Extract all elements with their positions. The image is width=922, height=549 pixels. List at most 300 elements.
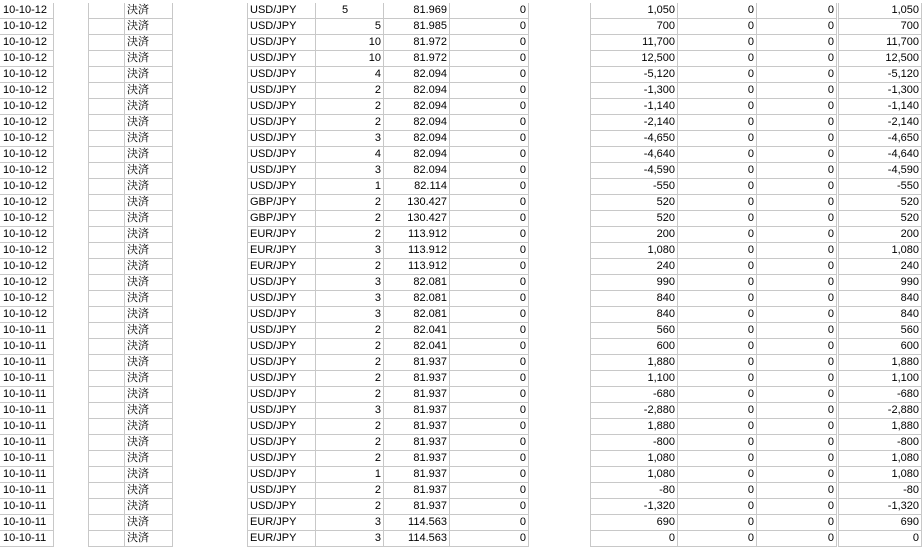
price-cell[interactable]: 113.912 [384,259,449,275]
date-cell[interactable]: 10-10-11 [0,387,54,403]
date-cell[interactable]: 10-10-12 [0,291,54,307]
net-cell[interactable]: 600 [838,339,922,355]
profit-loss-cell[interactable]: 1,880 [590,355,678,371]
type-cell[interactable]: 決済 [124,467,173,483]
date-cell[interactable]: 10-10-12 [0,83,54,99]
fee-cell-1[interactable]: 0 [677,531,757,547]
date-cell[interactable]: 10-10-12 [0,51,54,67]
profit-loss-cell[interactable]: -2,140 [590,115,678,131]
swap-cell[interactable]: 0 [449,355,529,371]
fee-cell-1[interactable]: 0 [677,291,757,307]
pair-cell[interactable]: USD/JPY [247,371,316,387]
profit-loss-cell[interactable]: -1,300 [590,83,678,99]
lot-cell[interactable]: 2 [314,227,384,243]
date-cell[interactable]: 10-10-12 [0,67,54,83]
price-cell[interactable]: 81.937 [384,451,449,467]
price-cell[interactable]: 81.937 [384,403,449,419]
pair-cell[interactable]: EUR/JPY [247,259,316,275]
swap-cell[interactable]: 0 [449,451,529,467]
price-cell[interactable]: 82.094 [384,163,449,179]
date-cell[interactable]: 10-10-11 [0,499,54,515]
price-cell[interactable]: 82.041 [384,339,449,355]
pair-cell[interactable]: USD/JPY [247,307,316,323]
pair-cell[interactable]: USD/JPY [247,435,316,451]
swap-cell[interactable]: 0 [449,403,529,419]
net-cell[interactable]: 0 [838,531,922,547]
net-cell[interactable]: -550 [838,179,922,195]
profit-loss-cell[interactable]: 0 [590,531,678,547]
net-cell[interactable]: 840 [838,307,922,323]
swap-cell[interactable]: 0 [449,67,529,83]
swap-cell[interactable]: 0 [449,467,529,483]
lot-cell[interactable]: 2 [314,355,384,371]
type-cell[interactable]: 決済 [124,291,173,307]
net-cell[interactable]: -2,140 [838,115,922,131]
date-cell[interactable]: 10-10-11 [0,435,54,451]
price-cell[interactable]: 81.937 [384,371,449,387]
type-cell[interactable]: 決済 [124,243,173,259]
fee-cell-2[interactable]: 0 [757,467,837,483]
net-cell[interactable]: -4,650 [838,131,922,147]
fee-cell-1[interactable]: 0 [677,19,757,35]
fee-cell-1[interactable]: 0 [677,99,757,115]
type-cell[interactable]: 決済 [124,435,173,451]
profit-loss-cell[interactable]: -5,120 [590,67,678,83]
fee-cell-2[interactable]: 0 [757,291,837,307]
fee-cell-1[interactable]: 0 [677,403,757,419]
fee-cell-2[interactable]: 0 [757,515,837,531]
lot-cell[interactable]: 3 [314,291,384,307]
fee-cell-2[interactable]: 0 [757,115,837,131]
type-cell[interactable]: 決済 [124,67,173,83]
price-cell[interactable]: 82.081 [384,307,449,323]
pair-cell[interactable]: GBP/JPY [247,195,316,211]
net-cell[interactable]: -5,120 [838,67,922,83]
fee-cell-2[interactable]: 0 [757,483,837,499]
type-cell[interactable]: 決済 [124,275,173,291]
pair-cell[interactable]: USD/JPY [247,275,316,291]
fee-cell-1[interactable]: 0 [677,3,757,19]
fee-cell-2[interactable]: 0 [757,35,837,51]
lot-cell[interactable]: 2 [314,195,384,211]
profit-loss-cell[interactable]: -4,590 [590,163,678,179]
date-cell[interactable]: 10-10-11 [0,483,54,499]
type-cell[interactable]: 決済 [124,211,173,227]
fee-cell-1[interactable]: 0 [677,195,757,211]
pair-cell[interactable]: USD/JPY [247,403,316,419]
profit-loss-cell[interactable]: 700 [590,19,678,35]
fee-cell-1[interactable]: 0 [677,499,757,515]
profit-loss-cell[interactable]: 600 [590,339,678,355]
fee-cell-1[interactable]: 0 [677,419,757,435]
fee-cell-2[interactable]: 0 [757,211,837,227]
price-cell[interactable]: 81.972 [384,51,449,67]
price-cell[interactable]: 114.563 [384,531,449,547]
price-cell[interactable]: 81.937 [384,435,449,451]
swap-cell[interactable]: 0 [449,387,529,403]
date-cell[interactable]: 10-10-11 [0,371,54,387]
date-cell[interactable]: 10-10-12 [0,99,54,115]
lot-cell[interactable]: 3 [314,307,384,323]
fee-cell-1[interactable]: 0 [677,275,757,291]
empty-cell[interactable] [88,339,125,355]
date-cell[interactable]: 10-10-12 [0,307,54,323]
swap-cell[interactable]: 0 [449,179,529,195]
price-cell[interactable]: 82.081 [384,291,449,307]
fee-cell-2[interactable]: 0 [757,499,837,515]
net-cell[interactable]: 1,080 [838,243,922,259]
fee-cell-1[interactable]: 0 [677,339,757,355]
empty-cell[interactable] [88,179,125,195]
price-cell[interactable]: 113.912 [384,243,449,259]
price-cell[interactable]: 113.912 [384,227,449,243]
date-cell[interactable]: 10-10-12 [0,195,54,211]
profit-loss-cell[interactable]: -550 [590,179,678,195]
net-cell[interactable]: 1,100 [838,371,922,387]
fee-cell-1[interactable]: 0 [677,83,757,99]
fee-cell-2[interactable]: 0 [757,323,837,339]
empty-cell[interactable] [88,131,125,147]
empty-cell[interactable] [88,51,125,67]
date-cell[interactable]: 10-10-12 [0,227,54,243]
date-cell[interactable]: 10-10-12 [0,19,54,35]
type-cell[interactable]: 決済 [124,531,173,547]
date-cell[interactable]: 10-10-12 [0,115,54,131]
net-cell[interactable]: -800 [838,435,922,451]
empty-cell[interactable] [88,211,125,227]
date-cell[interactable]: 10-10-11 [0,419,54,435]
lot-cell[interactable]: 1 [314,179,384,195]
swap-cell[interactable]: 0 [449,243,529,259]
swap-cell[interactable]: 0 [449,195,529,211]
fee-cell-1[interactable]: 0 [677,131,757,147]
swap-cell[interactable]: 0 [449,19,529,35]
profit-loss-cell[interactable]: -4,640 [590,147,678,163]
type-cell[interactable]: 決済 [124,307,173,323]
swap-cell[interactable]: 0 [449,227,529,243]
fee-cell-1[interactable]: 0 [677,307,757,323]
type-cell[interactable]: 決済 [124,147,173,163]
net-cell[interactable]: -680 [838,387,922,403]
empty-cell[interactable] [88,371,125,387]
empty-cell[interactable] [88,19,125,35]
fee-cell-2[interactable]: 0 [757,195,837,211]
pair-cell[interactable]: EUR/JPY [247,531,316,547]
swap-cell[interactable]: 0 [449,35,529,51]
date-cell[interactable]: 10-10-11 [0,355,54,371]
fee-cell-2[interactable]: 0 [757,99,837,115]
net-cell[interactable]: 690 [838,515,922,531]
date-cell[interactable]: 10-10-12 [0,35,54,51]
type-cell[interactable]: 決済 [124,83,173,99]
pair-cell[interactable]: USD/JPY [247,291,316,307]
fee-cell-2[interactable]: 0 [757,227,837,243]
pair-cell[interactable]: USD/JPY [247,51,316,67]
fee-cell-1[interactable]: 0 [677,35,757,51]
net-cell[interactable]: 240 [838,259,922,275]
empty-cell[interactable] [88,243,125,259]
profit-loss-cell[interactable]: 990 [590,275,678,291]
lot-cell[interactable]: 3 [314,403,384,419]
empty-cell[interactable] [88,355,125,371]
price-cell[interactable]: 130.427 [384,211,449,227]
fee-cell-2[interactable]: 0 [757,67,837,83]
pair-cell[interactable]: USD/JPY [247,355,316,371]
fee-cell-1[interactable]: 0 [677,51,757,67]
price-cell[interactable]: 81.937 [384,483,449,499]
date-cell[interactable]: 10-10-12 [0,163,54,179]
empty-cell[interactable] [88,163,125,179]
price-cell[interactable]: 82.094 [384,147,449,163]
pair-cell[interactable]: USD/JPY [247,147,316,163]
pair-cell[interactable]: USD/JPY [247,3,316,19]
pair-cell[interactable]: USD/JPY [247,19,316,35]
type-cell[interactable]: 決済 [124,419,173,435]
type-cell[interactable]: 決済 [124,451,173,467]
net-cell[interactable]: -4,590 [838,163,922,179]
lot-cell[interactable]: 3 [314,131,384,147]
profit-loss-cell[interactable]: 520 [590,195,678,211]
lot-cell[interactable]: 3 [314,275,384,291]
fee-cell-1[interactable]: 0 [677,179,757,195]
lot-cell[interactable]: 2 [314,339,384,355]
fee-cell-2[interactable]: 0 [757,435,837,451]
lot-cell[interactable]: 4 [314,67,384,83]
profit-loss-cell[interactable]: -4,650 [590,131,678,147]
swap-cell[interactable]: 0 [449,371,529,387]
date-cell[interactable]: 10-10-12 [0,243,54,259]
lot-cell[interactable]: 3 [314,515,384,531]
fee-cell-1[interactable]: 0 [677,515,757,531]
price-cell[interactable]: 81.969 [384,3,449,19]
date-cell[interactable]: 10-10-12 [0,131,54,147]
type-cell[interactable]: 決済 [124,163,173,179]
swap-cell[interactable]: 0 [449,147,529,163]
date-cell[interactable]: 10-10-12 [0,3,54,19]
lot-cell[interactable]: 2 [314,323,384,339]
fee-cell-1[interactable]: 0 [677,371,757,387]
fee-cell-2[interactable]: 0 [757,307,837,323]
net-cell[interactable]: 560 [838,323,922,339]
pair-cell[interactable]: USD/JPY [247,467,316,483]
fee-cell-2[interactable]: 0 [757,275,837,291]
fee-cell-1[interactable]: 0 [677,323,757,339]
fee-cell-1[interactable]: 0 [677,355,757,371]
lot-cell[interactable]: 2 [314,259,384,275]
fee-cell-1[interactable]: 0 [677,435,757,451]
price-cell[interactable]: 81.937 [384,419,449,435]
price-cell[interactable]: 82.081 [384,275,449,291]
net-cell[interactable]: 1,050 [838,3,922,19]
fee-cell-2[interactable]: 0 [757,131,837,147]
price-cell[interactable]: 82.094 [384,131,449,147]
lot-cell[interactable]: 2 [314,499,384,515]
empty-cell[interactable] [88,403,125,419]
type-cell[interactable]: 決済 [124,51,173,67]
profit-loss-cell[interactable]: 240 [590,259,678,275]
swap-cell[interactable]: 0 [449,323,529,339]
fee-cell-2[interactable]: 0 [757,83,837,99]
swap-cell[interactable]: 0 [449,115,529,131]
pair-cell[interactable]: EUR/JPY [247,515,316,531]
price-cell[interactable]: 81.937 [384,499,449,515]
profit-loss-cell[interactable]: -1,140 [590,99,678,115]
fee-cell-2[interactable]: 0 [757,3,837,19]
net-cell[interactable]: 520 [838,195,922,211]
swap-cell[interactable]: 0 [449,291,529,307]
lot-cell[interactable]: 2 [314,211,384,227]
date-cell[interactable]: 10-10-12 [0,211,54,227]
fee-cell-1[interactable]: 0 [677,163,757,179]
pair-cell[interactable]: USD/JPY [247,115,316,131]
price-cell[interactable]: 81.937 [384,467,449,483]
net-cell[interactable]: -4,640 [838,147,922,163]
empty-cell[interactable] [88,531,125,547]
profit-loss-cell[interactable]: 1,880 [590,419,678,435]
swap-cell[interactable]: 0 [449,419,529,435]
net-cell[interactable]: 840 [838,291,922,307]
swap-cell[interactable]: 0 [449,435,529,451]
swap-cell[interactable]: 0 [449,83,529,99]
lot-cell[interactable]: 3 [314,243,384,259]
fee-cell-1[interactable]: 0 [677,387,757,403]
pair-cell[interactable]: USD/JPY [247,83,316,99]
lot-cell[interactable]: 5 [314,3,384,19]
profit-loss-cell[interactable]: 11,700 [590,35,678,51]
swap-cell[interactable]: 0 [449,131,529,147]
profit-loss-cell[interactable]: 840 [590,291,678,307]
type-cell[interactable]: 決済 [124,227,173,243]
pair-cell[interactable]: USD/JPY [247,499,316,515]
empty-cell[interactable] [88,35,125,51]
swap-cell[interactable]: 0 [449,211,529,227]
pair-cell[interactable]: USD/JPY [247,179,316,195]
empty-cell[interactable] [88,99,125,115]
swap-cell[interactable]: 0 [449,515,529,531]
swap-cell[interactable]: 0 [449,483,529,499]
fee-cell-1[interactable]: 0 [677,211,757,227]
fee-cell-2[interactable]: 0 [757,259,837,275]
fee-cell-1[interactable]: 0 [677,467,757,483]
pair-cell[interactable]: USD/JPY [247,451,316,467]
type-cell[interactable]: 決済 [124,483,173,499]
empty-cell[interactable] [88,467,125,483]
fee-cell-1[interactable]: 0 [677,483,757,499]
profit-loss-cell[interactable]: 200 [590,227,678,243]
empty-cell[interactable] [88,227,125,243]
empty-cell[interactable] [88,419,125,435]
net-cell[interactable]: 11,700 [838,35,922,51]
profit-loss-cell[interactable]: -1,320 [590,499,678,515]
price-cell[interactable]: 81.937 [384,355,449,371]
type-cell[interactable]: 決済 [124,259,173,275]
profit-loss-cell[interactable]: -800 [590,435,678,451]
swap-cell[interactable]: 0 [449,99,529,115]
type-cell[interactable]: 決済 [124,3,173,19]
type-cell[interactable]: 決済 [124,355,173,371]
swap-cell[interactable]: 0 [449,339,529,355]
net-cell[interactable]: 200 [838,227,922,243]
pair-cell[interactable]: GBP/JPY [247,211,316,227]
date-cell[interactable]: 10-10-12 [0,275,54,291]
lot-cell[interactable]: 2 [314,371,384,387]
fee-cell-2[interactable]: 0 [757,451,837,467]
empty-cell[interactable] [88,515,125,531]
empty-cell[interactable] [88,291,125,307]
type-cell[interactable]: 決済 [124,499,173,515]
lot-cell[interactable]: 2 [314,99,384,115]
pair-cell[interactable]: USD/JPY [247,131,316,147]
pair-cell[interactable]: USD/JPY [247,163,316,179]
empty-cell[interactable] [88,307,125,323]
empty-cell[interactable] [88,483,125,499]
type-cell[interactable]: 決済 [124,323,173,339]
price-cell[interactable]: 81.937 [384,387,449,403]
date-cell[interactable]: 10-10-11 [0,531,54,547]
fee-cell-2[interactable]: 0 [757,19,837,35]
profit-loss-cell[interactable]: 520 [590,211,678,227]
net-cell[interactable]: 1,080 [838,467,922,483]
net-cell[interactable]: -80 [838,483,922,499]
lot-cell[interactable]: 10 [314,35,384,51]
date-cell[interactable]: 10-10-11 [0,339,54,355]
fee-cell-2[interactable]: 0 [757,371,837,387]
type-cell[interactable]: 決済 [124,387,173,403]
type-cell[interactable]: 決済 [124,371,173,387]
fee-cell-2[interactable]: 0 [757,403,837,419]
fee-cell-2[interactable]: 0 [757,163,837,179]
fee-cell-2[interactable]: 0 [757,179,837,195]
pair-cell[interactable]: USD/JPY [247,419,316,435]
swap-cell[interactable]: 0 [449,531,529,547]
price-cell[interactable]: 82.094 [384,115,449,131]
price-cell[interactable]: 81.972 [384,35,449,51]
empty-cell[interactable] [88,67,125,83]
fee-cell-1[interactable]: 0 [677,227,757,243]
profit-loss-cell[interactable]: -2,880 [590,403,678,419]
pair-cell[interactable]: USD/JPY [247,99,316,115]
profit-loss-cell[interactable]: -680 [590,387,678,403]
price-cell[interactable]: 82.094 [384,67,449,83]
fee-cell-1[interactable]: 0 [677,115,757,131]
fee-cell-2[interactable]: 0 [757,51,837,67]
type-cell[interactable]: 決済 [124,99,173,115]
lot-cell[interactable]: 3 [314,531,384,547]
profit-loss-cell[interactable]: 690 [590,515,678,531]
swap-cell[interactable]: 0 [449,51,529,67]
net-cell[interactable]: -1,300 [838,83,922,99]
pair-cell[interactable]: USD/JPY [247,323,316,339]
fee-cell-2[interactable]: 0 [757,419,837,435]
pair-cell[interactable]: USD/JPY [247,339,316,355]
fee-cell-2[interactable]: 0 [757,243,837,259]
profit-loss-cell[interactable]: 1,080 [590,451,678,467]
lot-cell[interactable]: 2 [314,387,384,403]
date-cell[interactable]: 10-10-11 [0,451,54,467]
swap-cell[interactable]: 0 [449,163,529,179]
net-cell[interactable]: 1,880 [838,419,922,435]
lot-cell[interactable]: 2 [314,435,384,451]
lot-cell[interactable]: 5 [314,19,384,35]
profit-loss-cell[interactable]: 1,080 [590,467,678,483]
net-cell[interactable]: -1,320 [838,499,922,515]
empty-cell[interactable] [88,83,125,99]
lot-cell[interactable]: 2 [314,83,384,99]
lot-cell[interactable]: 4 [314,147,384,163]
price-cell[interactable]: 82.094 [384,99,449,115]
net-cell[interactable]: 1,880 [838,355,922,371]
price-cell[interactable]: 114.563 [384,515,449,531]
